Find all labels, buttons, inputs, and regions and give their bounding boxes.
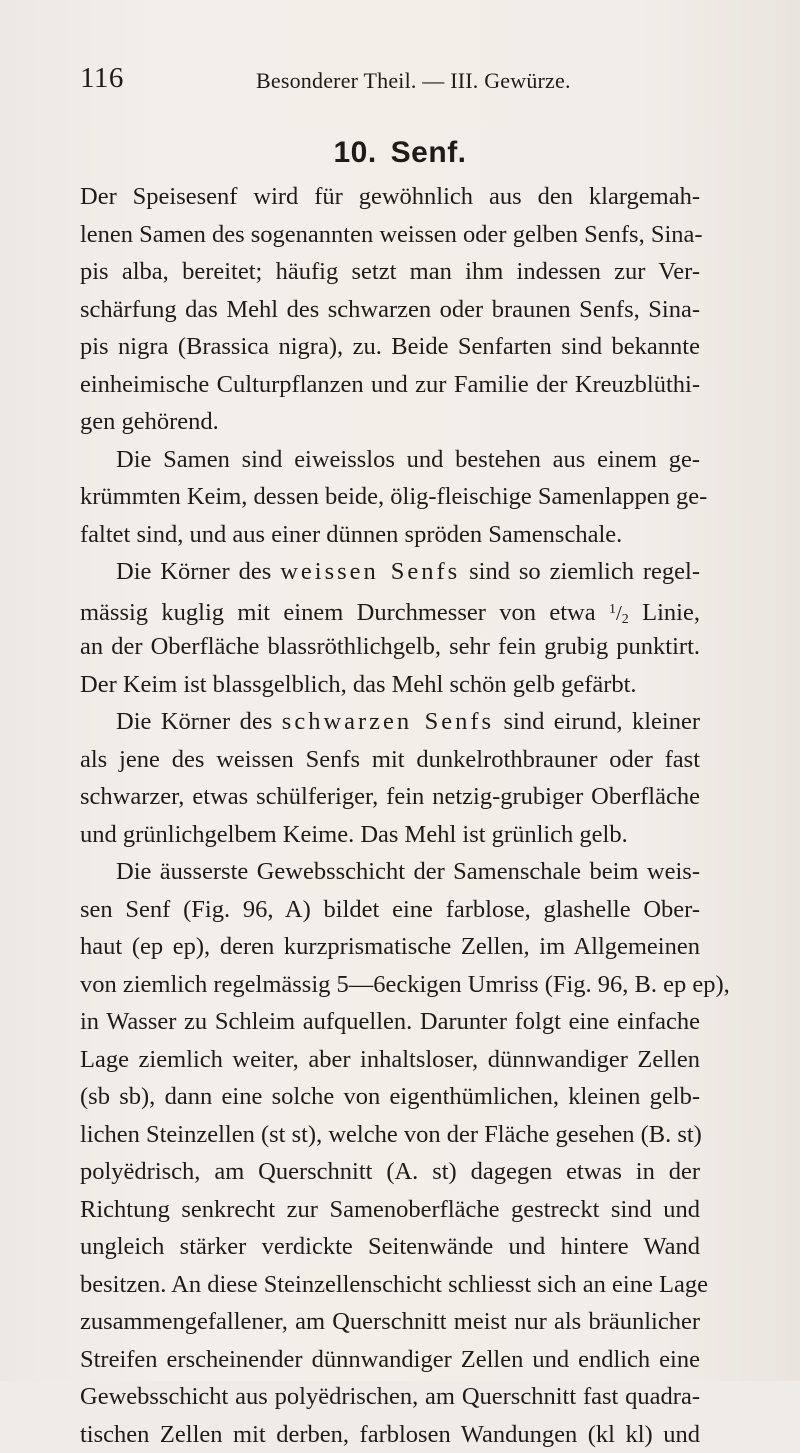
text-line: schärfung das Mehl des schwarzen oder braunen Senfs, Sina- (80, 291, 700, 329)
text-line: an der Oberfläche blassröthlichgelb, sehr fein grubig punktirt. (80, 628, 700, 666)
page-header (80, 62, 780, 102)
text-segment: mässig kuglig mit einem Durchmesser von etwa (80, 599, 609, 626)
text-line: und grünlichgelbem Keime. Das Mehl ist grünlich gelb. (80, 816, 700, 854)
emphasized-term: schwarzen Senfs (282, 708, 494, 735)
body-text (80, 178, 700, 1453)
text-line: Lage ziemlich weiter, aber inhaltsloser, dünnwandiger Zellen (80, 1041, 700, 1079)
text-line: polyëdrisch, am Querschnitt (A. st) dagegen etwas in der (80, 1153, 700, 1191)
text-segment: sind so ziemlich regel- (460, 558, 700, 585)
text-line: in Wasser zu Schleim aufquellen. Darunter folgt eine einfache (80, 1003, 700, 1041)
text-segment: sind eirund, kleiner (494, 708, 700, 735)
emphasized-term: weissen Senfs (280, 558, 460, 585)
text-line: Richtung senkrecht zur Samenoberfläche gestreckt sind und (80, 1191, 700, 1229)
text-line: Der Keim ist blassgelblich, das Mehl schön gelb gefärbt. (80, 666, 700, 704)
text-line: von ziemlich regelmässig 5—6eckigen Umriss (Fig. 96, B. ep ep), (80, 966, 700, 1004)
text-line: Die Samen sind eiweisslos und bestehen aus einem ge- (80, 441, 700, 479)
text-line: Streifen erscheinender dünnwandiger Zellen und endlich eine (80, 1341, 700, 1379)
text-line: zusammengefallener, am Querschnitt meist nur als bräunlicher (80, 1303, 700, 1341)
text-line: lenen Samen des sogenannten weissen oder gelben Senfs, Sina- (80, 216, 700, 254)
text-line: (sb sb), dann eine solche von eigenthümlichen, kleinen gelb- (80, 1078, 700, 1116)
page-number: 116 (80, 62, 124, 95)
section-number: 10. (333, 136, 376, 169)
text-line: ungleich stärker verdickte Seitenwände und hintere Wand (80, 1228, 700, 1266)
text-line: einheimische Culturpflanzen und zur Familie der Kreuzblüthi- (80, 366, 700, 404)
text-line: pis nigra (Brassica nigra), zu. Beide Senfarten sind bekannte (80, 328, 700, 366)
text-line: gen gehörend. (80, 403, 700, 441)
text-line: Der Speisesenf wird für gewöhnlich aus den klargemah- (80, 178, 700, 216)
text-line: krümmten Keim, dessen beide, ölig-fleischige Samenlappen ge- (80, 478, 700, 516)
text-segment: Die Körner des (116, 558, 280, 585)
fraction-numerator: 1 (609, 602, 616, 617)
text-line (80, 703, 700, 741)
text-segment: Die Körner des (116, 708, 282, 735)
text-line: Die äusserste Gewebsschicht der Samenschale beim weis- (80, 853, 700, 891)
text-line: pis alba, bereitet; häufig setzt man ihm indessen zur Ver- (80, 253, 700, 291)
text-line: faltet sind, und aus einer dünnen spröden Samenschale. (80, 516, 700, 554)
running-head: Besonderer Theil. — III. Gewürze. (256, 68, 571, 94)
text-line: besitzen. An diese Steinzellenschicht schliesst sich an eine Lage (80, 1266, 700, 1304)
text-line: als jene des weissen Senfs mit dunkelrothbrauner oder fast (80, 741, 700, 779)
text-line: tischen Zellen mit derben, farblosen Wandungen (kl kl) und (80, 1416, 700, 1453)
section-heading (0, 136, 800, 170)
text-line: schwarzer, etwas schülferiger, fein netzig-grubiger Oberfläche (80, 778, 700, 816)
section-title: Senf. (391, 136, 467, 169)
fraction-denominator: 2 (622, 612, 629, 627)
text-line (80, 553, 700, 591)
fraction: $^1/_2$ (609, 601, 629, 625)
text-line: lichen Steinzellen (st st), welche von der Fläche gesehen (B. st) (80, 1116, 700, 1154)
text-segment: Linie, (629, 599, 700, 626)
text-line: Gewebsschicht aus polyëdrischen, am Querschnitt fast quadra- (80, 1378, 700, 1416)
text-line: sen Senf (Fig. 96, A) bildet eine farblose, glashelle Ober- (80, 891, 700, 929)
text-line (80, 591, 700, 629)
text-line: haut (ep ep), deren kurzprismatische Zellen, im Allgemeinen (80, 928, 700, 966)
